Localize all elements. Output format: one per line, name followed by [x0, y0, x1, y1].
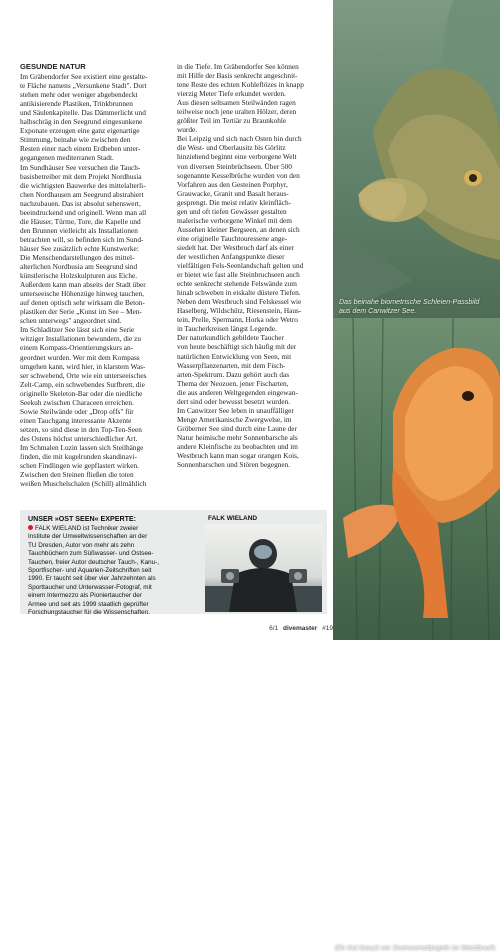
diver-illustration [205, 524, 322, 612]
expert-info-box [20, 510, 327, 617]
expert-bio [28, 525, 190, 617]
article-column-1 [20, 62, 170, 488]
koi-fish-illustration [333, 318, 500, 640]
article-text-column-1: Im Gräbendorfer See existiert eine gestalte- te Fläche namens „Versunkene Stadt". Dort stehen mehr oder weniger abgebendeckt antikisierende Plastiken, Trinkbrunnen und Säulenkapitelle. Das Dämmerlicht und halbschräg in den Seegrund eingesunkene Exponate erzeugen eine ganz eigenartige Stimmung, beinahe wie zwischen den Resten einer nach einem Erdbeben unter- gegangenen mediterranen Stadt. Im Sundhäuser See versuchen die Tauch- basisbetreiber mit dem Projekt Nordhusia die wichtigsten Bauwerke des mittelalterli- chen Nordhausen am Seegrund abstrahiert nachzubauen. Das ist absolut sehenswert, beeindruckend und originell. Wenn man all die Häuser, Türme, Tore, die Kapelle und den Brunnen vielleicht als Installationen betrachten will, so befinden sich im Sund- häuser See zusätzlich echte Kunstwerke: Die Menschendarstellungen des mittel- alterlichen Nordhusia am Seegrund sind künstlerische Holzskulpturen aus Eiche. Außerdem kann man abseits der Stadt über unterseeische Höhenzüge hinweg tauchen, auf denen optisch sehr wirksam die Beton- plastiken der Serie „Kunst im See – Men- schen unterwegs" angeordnet sind. Im Schladitzer See lässt sich eine Serie witziger Installationen bewundern, die zu einem Kompass-Orientierungskurs an- geordnet wurden. Wer mit dem Kompass umgehen kann, wird hier, in klarstem Was- ser schwebend, Orte wie ein unterseeisches Zelt-Camp, ein schwebendes Surfbrett, die originelle Skeleton-Bar oder die niedliche Seekuh zwischen Characeen erreichen. Sowie Steilwände oder „Drop offs" für einen Tauchgang interessante Akzente setzen, so sind diese in den Top-Ten-Seen des Ostens höchst unterschiedlicher Art. Im Schmalen Luzin lassen sich Steilhänge finden, die mit kugelrunden skandinavi- schen Findlingen wie gepflastert wirken. Zwischen den Steinen fließen die toten weißen Muschelschalen (Schill) allmählich [20, 72, 148, 489]
article-heading: GESUNDE NATUR [20, 62, 86, 71]
tench-fish-photo [333, 0, 500, 318]
koi-photo-caption: Ein Koi kreuzt vor Seerosenstängeln im Westbruch. [335, 944, 497, 952]
tench-fish-illustration [333, 0, 500, 318]
expert-bio-text: FALK WIELAND ist Techniker zweier Institute der Umweltwissenschaften an der TU Dresden, Autor von mehr als zehn Tauchbüchern zum Süßwasser- und Ostsee- Tauchen, freier Autor deutscher Tauch-, Kanu-, Sportfischer- und Aquarien-Zeitschriften seit 1990. Er taucht seit über vier Jahrzehnten als Sporttaucher und Unterwasser-Fotograf, mit einem Intermezzo als Pioniertaucher der Armee und seit als 1999 staatlich geprüfter Forschungstaucher für die Wissenschaften. [28, 525, 160, 617]
magazine-name: divemaster [283, 625, 318, 632]
koi-fish-photo [333, 318, 500, 952]
expert-box-title: UNSER »OST SEEN« EXPERTE: [28, 515, 137, 523]
article-column-2: in die Tiefe. Im Gräbendorfer See können mit Hilfe der Basis senkrecht angeschnit- tene Reste des echten Kohleflözes in knapp vierzig Meter Tiefe erkundet werden. Aus diesen seltsamen Steilwänden ragen teilweise noch jene uralten Hölzer, deren größter Teil im Tertiär zu Braunkohle wurde. Bei Leipzig und sich nach Osten hin durch die West- und Oberlausitz bis Görlitz hinziehend beginnt eine verborgene Welt von diversen Steinbrüchseen. Über 500 sogenannte Kesselbrüche wurden von den Vorfahren aus den Gesteinen Porphyr, Grauwacke, Granit und Basalt heraus- gesprengt. Die meist relativ kleinfläch- gen und oft tiefen Gewässer gestalten malerische verborgene Winkel mit dem Aussehen kleiner Bergseen, an denen sich eine originelle Tauchtouressene ange- siedelt hat. Der Westbruch darf als einer der westlichen Anfangspunkte dieser vielfältigen Fels-Seenlandschaft gelten und er bietet wie fast alle Steinbruchseen auch echte senkrecht stehende Felswände zum hinab schweben in eiskalte düstere Tiefen. Neben dem Westbruch sind Felskessel wie Haselberg, Wildschütz, Riesenstein, Haus- tein, Prelle, Spermann, Horka oder Wetro in Taucherkreisen längst Legende. Der naturkundlich gebildete Taucher von heute beschäftigt sich häufig mit der natürlichen Entwicklung von Seen, mit Wasserpflanzenarten, mit dem Fisch- arten-Spektrum. Dazu gehört auch das Thema der Neozoen, jener Fischarten, die aus anderen Weltgegenden eingewan- dert sind oder bewusst besetzt wurden. Im Canwitzer See leben in unauffälliger Menge Amerikanische Zwergwelse, im Gröberner See sind durch eine Laune der Natur heimische mehr Sonnenbarsche als andere Kleinfische zu beobachten und im Westbruch kann man sogar orangen Kois, Sonnenbarschen und Stören begegnen. [177, 62, 304, 470]
page-footer [0, 625, 333, 632]
tench-photo-caption: Das beinahe biometrische Schleien-Passbild aus dem Canwitzer See. [339, 298, 480, 315]
expert-photo-label: FALK WIELAND [208, 515, 258, 522]
photo-column [333, 0, 500, 952]
issue-number: 6/1 [269, 625, 279, 632]
page-number: #19 [322, 625, 333, 632]
diver-portrait-photo [205, 524, 322, 612]
bullet-dot-icon [28, 525, 33, 530]
